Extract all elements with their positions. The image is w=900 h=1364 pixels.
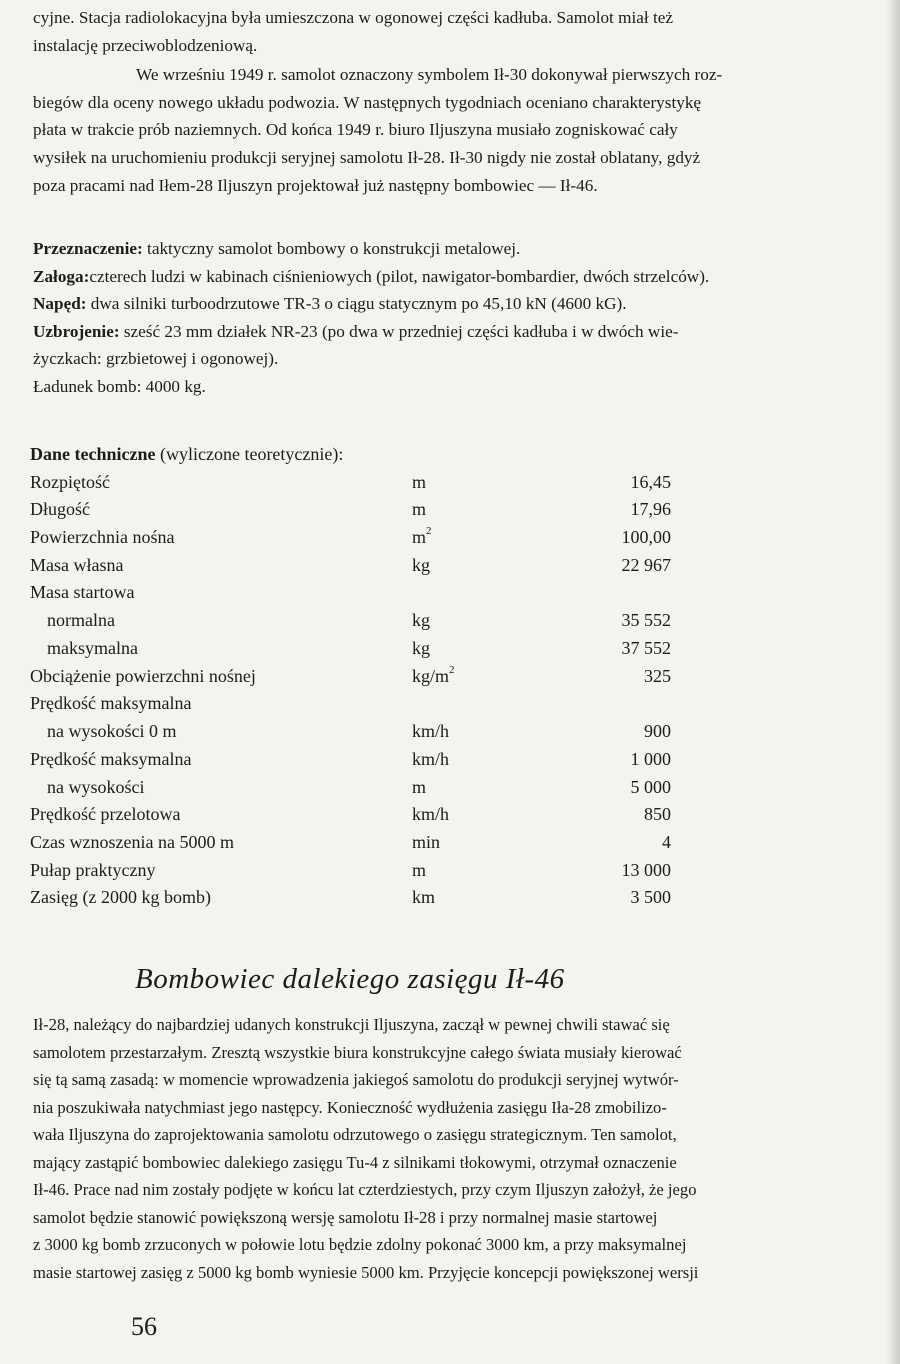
table-row: [30, 524, 730, 552]
row-label: Prędkość przelotowa: [30, 804, 181, 825]
text-line: Ił-28, należący do najbardziej udanych konstrukcji Iljuszyna, zaczął w pewnej chwili stawać się: [33, 1015, 670, 1034]
row-value: 35 552: [621, 610, 671, 631]
section-paragraph: [33, 1011, 895, 1286]
row-value: 325: [644, 665, 671, 686]
table-row: [30, 690, 730, 718]
unit-text: m: [412, 527, 427, 548]
row-label: Obciążenie powierzchni nośnej: [30, 665, 256, 686]
table-row: [30, 635, 730, 663]
row-value: 17,96: [630, 499, 671, 520]
row-unit: min: [412, 831, 441, 852]
row-label: Powierzchnia nośna: [30, 527, 175, 548]
paragraph-1949: [33, 61, 895, 200]
unit-superscript: 2: [426, 525, 432, 538]
row-unit: [412, 663, 455, 691]
row-unit: km/h: [412, 804, 450, 825]
text-line: masie startowej zasięg z 5000 kg bomb wyniesie 5000 km. Przyjęcie koncepcji powiększonej wersji: [33, 1262, 699, 1282]
row-value: 100,00: [621, 527, 671, 548]
spec-value: czterech ludzi w kabinach ciśnieniowych (pilot, nawigator-bombardier, dwóch strzelców).: [89, 266, 710, 286]
row-label: Pułap praktyczny: [30, 859, 156, 880]
row-value: 5 000: [630, 776, 671, 797]
row-label: na wysokości 0 m: [47, 721, 177, 742]
page-number: 56: [131, 1312, 157, 1341]
table-row: [30, 857, 730, 885]
text-line: płata w trakcie prób naziemnych. Od końca 1949 r. biuro Iljuszyna musiało zogniskować cały: [33, 120, 678, 140]
row-value: 4: [662, 831, 671, 852]
row-value: 900: [644, 721, 671, 742]
unit-superscript: 2: [449, 663, 455, 676]
row-label: Czas wznoszenia na 5000 m: [30, 831, 234, 852]
text-line: z 3000 kg bomb zrzuconych w połowie lotu będzie zdolny pokonać 3000 km, a przy maksymalnej: [33, 1235, 687, 1255]
table-row: [30, 552, 730, 580]
row-unit: m: [412, 859, 427, 880]
text-line: Ił-46. Prace nad nim zostały podjęte w końcu lat czterdziestych, przy czym Iljuszyn założył, że jego: [33, 1180, 697, 1200]
row-label: normalna: [47, 610, 115, 631]
row-label: Prędkość maksymalna: [30, 748, 192, 769]
row-unit: kg: [412, 610, 430, 631]
text-line: nia poszukiwała natychmiast jego następcy. Konieczność wydłużenia zasięgu Iła-28 zmobilizo-: [33, 1097, 667, 1117]
table-row: [30, 469, 730, 497]
row-value: 16,45: [630, 471, 671, 492]
table-row: [30, 718, 730, 746]
row-unit: km: [412, 887, 436, 908]
text-line: instalację przeciwoblodzeniową.: [33, 35, 258, 55]
spec-value: taktyczny samolot bombowy o konstrukcji metalowej.: [142, 239, 521, 258]
row-value: 1 000: [630, 748, 671, 769]
spec-label: Uzbrojenie:: [33, 321, 120, 341]
text-line: samolot będzie stanowić powiększoną wersję samolotu Ił-28 i przy normalnej masie startowej: [33, 1207, 658, 1227]
text-line: samolotem przestarzałym. Zresztą wszystkie biura konstrukcyjne całego świata musiały kierować: [33, 1042, 682, 1062]
text-line: wała Iljuszyna do zaprojektowania samolotu odrzutowego o zasięgu strategicznym. Ten samolot,: [33, 1125, 677, 1145]
row-label: Masa startowa: [30, 582, 135, 603]
table-row: [30, 774, 730, 802]
text-line: biegów dla oceny nowego układu podwozia. W następnych tygodniach oceniano charakterystykę: [33, 92, 702, 112]
row-value: 850: [644, 804, 671, 825]
table-row: [30, 829, 730, 857]
spec-value: sześć 23 mm działek NR-23 (po dwa w przedniej części kadłuba i w dwóch wie-: [119, 321, 679, 341]
row-unit: kg: [412, 554, 430, 575]
row-unit: m: [412, 776, 427, 797]
tech-title-bold: Dane techniczne: [30, 444, 156, 464]
row-value: 22 967: [621, 554, 671, 575]
row-unit: kg: [412, 637, 430, 658]
text-line: We wrześniu 1949 r. samolot oznaczony symbolem Ił-30 dokonywał pierwszych roz-: [136, 65, 723, 84]
row-unit: m: [412, 471, 427, 492]
unit-text: kg/m: [412, 665, 450, 686]
row-value: 3 500: [630, 887, 671, 908]
spec-purpose: [33, 235, 895, 263]
spec-crew: [33, 263, 895, 291]
table-row: [30, 884, 730, 912]
spec-label: Napęd:: [33, 294, 87, 313]
technical-data-title: [30, 441, 730, 469]
row-unit: km/h: [412, 721, 450, 742]
spec-label: Przeznaczenie:: [33, 239, 143, 258]
row-unit: km/h: [412, 748, 450, 769]
row-label: maksymalna: [47, 637, 138, 658]
row-unit: [412, 524, 432, 552]
table-row: [30, 663, 730, 691]
table-row: [30, 607, 730, 635]
row-label: na wysokości: [47, 776, 145, 797]
text-line: wysiłek na uruchomieniu produkcji seryjnej samolotu Ił-28. Ił-30 nigdy nie został oblatany, gdyż: [33, 148, 701, 168]
row-label: Prędkość maksymalna: [30, 693, 192, 714]
table-row: [30, 496, 730, 524]
row-unit: m: [412, 499, 427, 520]
row-value: 13 000: [621, 859, 671, 880]
spec-label: Załoga:: [33, 266, 90, 286]
spec-armament-cont: życzkach: grzbietowej i ogonowej).: [33, 349, 279, 368]
row-label: Długość: [30, 499, 90, 520]
row-label: Zasięg (z 2000 kg bomb): [30, 887, 211, 908]
table-row: [30, 579, 730, 607]
text-line: poza pracami nad Iłem-28 Iljuszyn projektował już następny bombowiec — Ił-46.: [33, 175, 598, 195]
table-row: [30, 801, 730, 829]
technical-data-table: [30, 441, 730, 912]
row-value: 37 552: [621, 637, 671, 658]
spec-drive: [33, 290, 895, 318]
text-line: się tą samą zasadą: w momencie wprowadzenia jakiegoś samolotu do produkcji seryjnej wytwór-: [33, 1070, 679, 1090]
row-label: Masa własna: [30, 554, 124, 575]
text-line: cyjne. Stacja radiolokacyjna była umieszczona w ogonowej części kadłuba. Samolot miał też: [33, 8, 674, 27]
tech-title-rest: (wyliczone teoretycznie):: [155, 444, 344, 464]
spec-armament: [33, 318, 895, 346]
table-row: [30, 746, 730, 774]
text-line: mający zastąpić bombowiec dalekiego zasięgu Tu-4 z silnikami tłokowymi, otrzymał oznaczenie: [33, 1152, 677, 1172]
intro-paragraph: [33, 4, 895, 59]
row-label: Rozpiętość: [30, 471, 110, 492]
spec-bomb-load: Ładunek bomb: 4000 kg.: [33, 376, 206, 396]
specification-block: [33, 235, 895, 400]
section-heading: Bombowiec dalekiego zasięgu Ił-46: [135, 963, 565, 995]
spec-value: dwa silniki turboodrzutowe TR-3 o ciągu statycznym po 45,10 kN (4600 kG).: [86, 294, 627, 313]
